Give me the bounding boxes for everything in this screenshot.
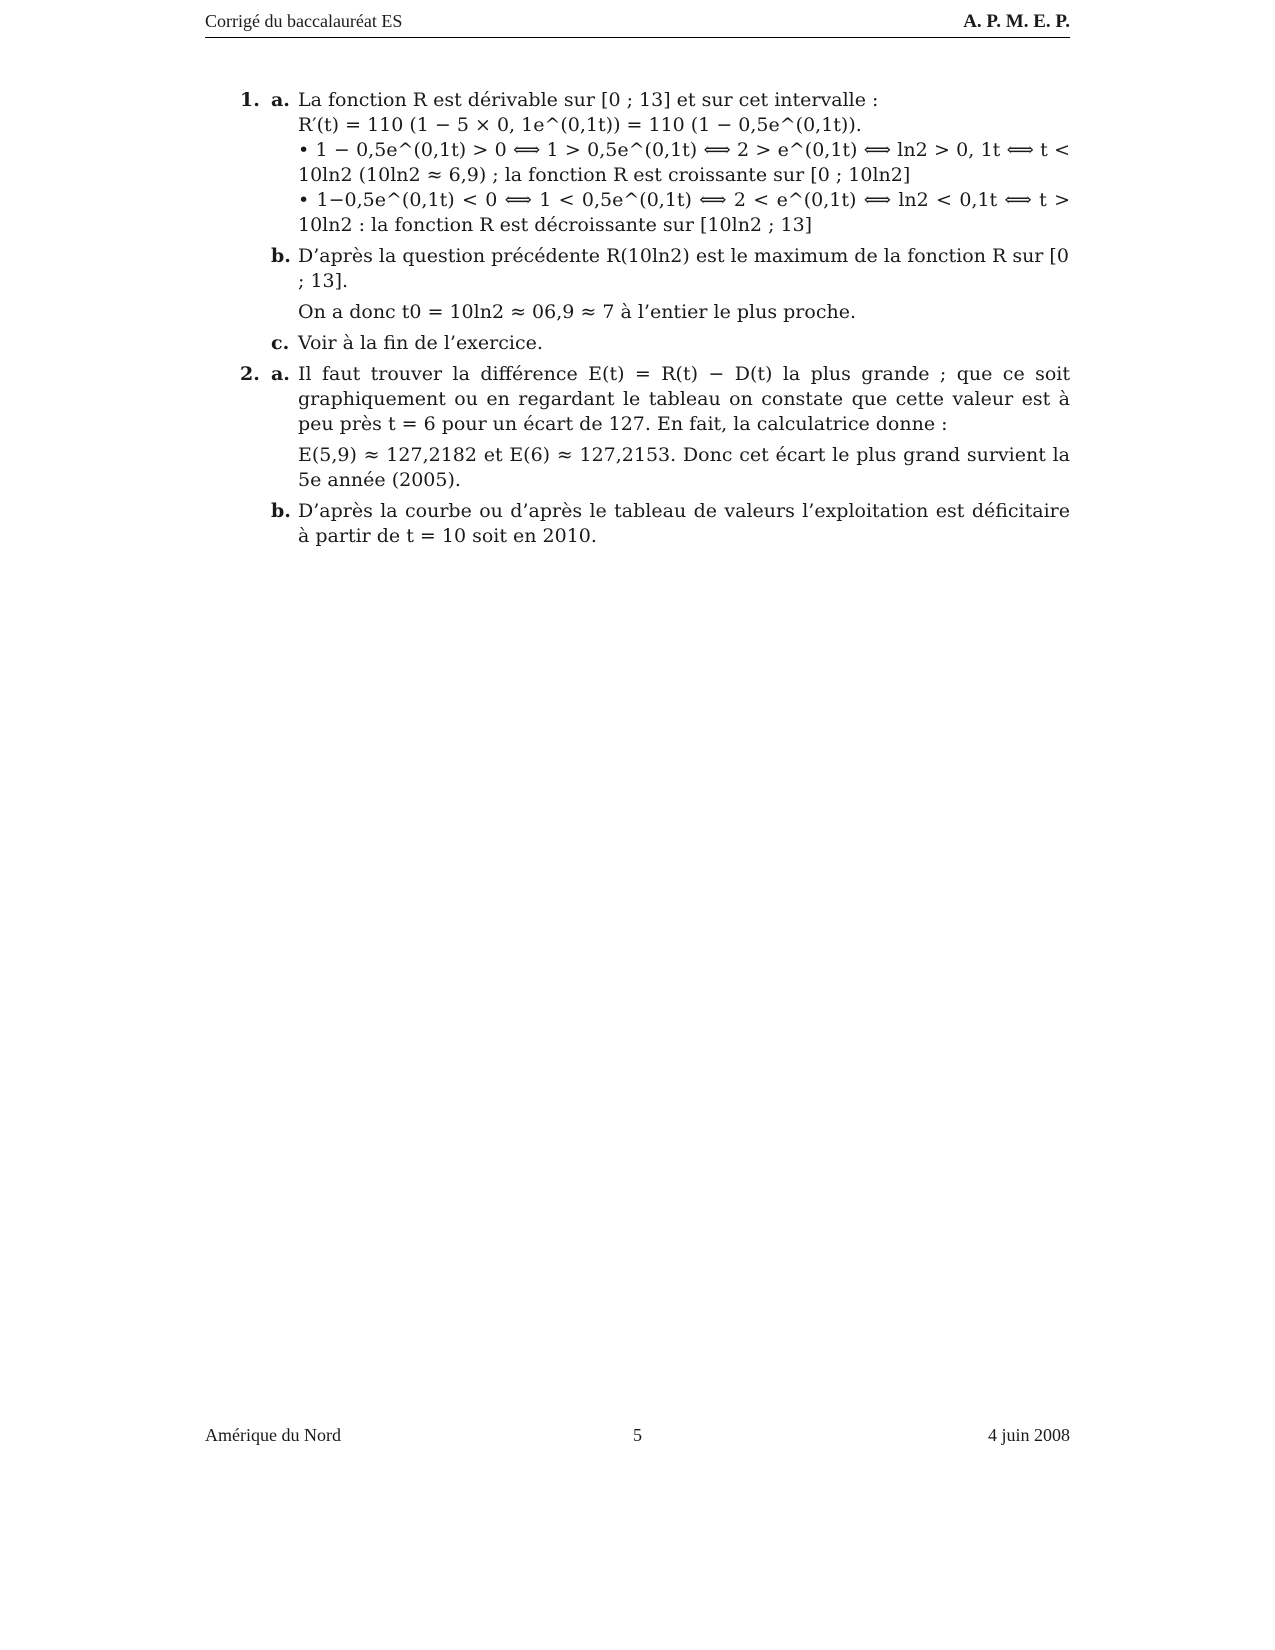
- q2a-para2: E(5,9) ≈ 127,2182 et E(6) ≈ 127,2153. Donc cet écart le plus grand survient la 5e année (2005).: [298, 444, 1070, 491]
- q2b-para1: D’après la courbe ou d’après le tableau de valeurs l’exploitation est déficitaire à partir de t = 10 soit en 2010.: [298, 500, 1070, 547]
- q1b-line1: D’après la question précédente R(10ln2) est le maximum de la fonction R sur [0 ; 13].: [298, 245, 1069, 292]
- footer-date: 4 juin 2008: [987, 1425, 1070, 1445]
- header-organization: A. P. M. E. P.: [963, 11, 1070, 32]
- subquestion-label: c.: [271, 332, 290, 354]
- page-number: 5: [633, 1425, 642, 1445]
- q1a-bullet-increasing: • 1 − 0,5e^(0,1t) > 0 ⟺ 1 > 0,5e^(0,1t) ⟺ 2 > e^(0,1t) ⟺ ln2 > 0, 1t ⟺ t < 10ln2 (10ln2 ≈ 6,9) ; la fonction R est croissante sur [0 ; 10ln2]: [298, 139, 1070, 186]
- question-2a: [205, 362, 1070, 493]
- subquestion-label: a.: [271, 363, 290, 385]
- question-number: 1.: [240, 89, 260, 111]
- question-1: [205, 88, 1070, 356]
- footer-location: Amérique du Nord: [205, 1425, 341, 1445]
- q2a-para1: Il faut trouver la différence E(t) = R(t) − D(t) la plus grande ; que ce soit graphiquement ou en regardant le tableau on constate que cette valeur est à peu près t = 6 pour un écart de 127. En fait, la calculatrice donne :: [298, 363, 1070, 435]
- question-number: 2.: [240, 363, 260, 385]
- subquestion-label: b.: [271, 245, 291, 267]
- question-1c: [205, 331, 1070, 356]
- document-body: [205, 88, 1070, 549]
- q1a-derivative: R′(t) = 110 (1 − 5 × 0, 1e^(0,1t)) = 110 (1 − 0,5e^(0,1t)).: [298, 114, 862, 136]
- q1b-line2: On a donc t0 = 10ln2 ≈ 06,9 ≈ 7 à l’entier le plus proche.: [298, 301, 856, 323]
- question-1a: [205, 88, 1070, 238]
- subquestion-label: a.: [271, 89, 290, 111]
- header-title: Corrigé du baccalauréat ES: [205, 11, 403, 31]
- subquestion-label: b.: [271, 500, 291, 522]
- question-2b: [205, 499, 1070, 549]
- page-header: [205, 11, 1070, 38]
- q1a-line1: La fonction R est dérivable sur [0 ; 13] et sur cet intervalle :: [298, 89, 879, 111]
- question-2: [205, 362, 1070, 549]
- q1a-bullet-decreasing: • 1−0,5e^(0,1t) < 0 ⟺ 1 < 0,5e^(0,1t) ⟺ 2 < e^(0,1t) ⟺ ln2 < 0,1t ⟺ t > 10ln2 : la fonction R est décroissante sur [10ln2 ; 13]: [298, 189, 1070, 236]
- question-1b: [205, 244, 1070, 325]
- q1c-line1: Voir à la fin de l’exercice.: [298, 332, 543, 354]
